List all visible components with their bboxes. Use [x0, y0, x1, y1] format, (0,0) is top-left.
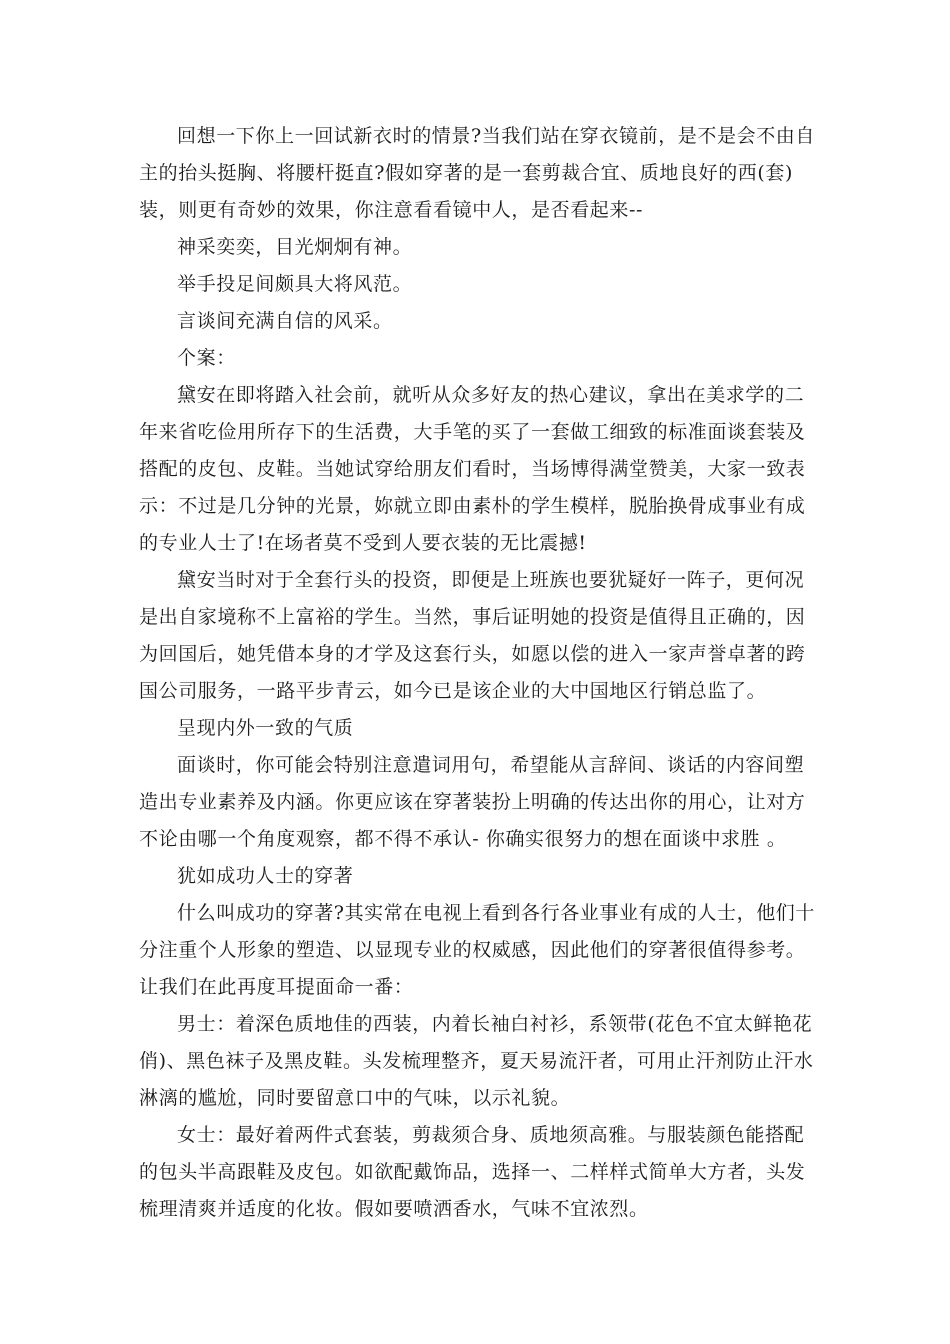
- paragraph-case-2: 黛安当时对于全套行头的投资，即便是上班族也要犹疑好一阵子，更何况是出自家境称不上富裕的学生。当然，事后证明她的投资是值得且正确的，因为回国后，她凭借本身的才学及这套行头，如愿以偿的进入一家声誉卓著的跨国公司服务，一路平步青云，如今已是该企业的大中国地区行销总监了。: [139, 569, 806, 702]
- paragraph-bullet-3: 言谈间充满自信的风采。: [177, 310, 393, 332]
- section-heading-success-attire: 犹如成功人士的穿著: [177, 865, 354, 887]
- paragraph-bullet-2: 举手投足间颇具大将风范。: [177, 273, 413, 295]
- paragraph-men: 男士：着深色质地佳的西装，内着长袖白衬衫，系领带(花色不宜太鲜艳花俏)、黑色袜子及黑皮鞋。头发梳理整齐，夏天易流汗者，可用止汗剂防止汗水淋漓的尴尬，同时要留意口中的气味，以示礼貌。: [139, 1013, 814, 1109]
- section-heading-temperament: 呈现内外一致的气质: [177, 717, 354, 739]
- paragraph-bullet-1: 神采奕奕，目光炯炯有神。: [177, 236, 413, 258]
- paragraph-intro: 回想一下你上一回试新衣时的情景?当我们站在穿衣镜前，是不是会不由自主的抬头挺胸、将腰杆挺直?假如穿著的是一套剪裁合宜、质地良好的西(套)装，则更有奇妙的效果，你注意看看镜中人，是否看起来--: [139, 125, 815, 221]
- paragraph-interview: 面谈时，你可能会特别注意遣词用句，希望能从言辞间、谈话的内容间塑造出专业素养及内涵。你更应该在穿著装扮上明确的传达出你的用心，让对方不论由哪一个角度观察，都不得不承认- 你确实很努力的想在面谈中求胜 。: [139, 754, 806, 850]
- document-body: [139, 118, 819, 1228]
- section-heading-case: 个案：: [177, 347, 236, 369]
- paragraph-case-1: 黛安在即将踏入社会前，就听从众多好友的热心建议，拿出在美求学的二年来省吃俭用所存下的生活费，大手笔的买了一套做工细致的标准面谈套装及搭配的皮包、皮鞋。当她试穿给朋友们看时，当场博得满堂赞美，大家一致表示：不过是几分钟的光景，妳就立即由素朴的学生模样，脱胎换骨成事业有成的专业人士了!在场者莫不受到人要衣装的无比震撼!: [139, 384, 806, 554]
- paragraph-success-attire: 什么叫成功的穿著?其实常在电视上看到各行各业事业有成的人士，他们十分注重个人形象的塑造、以显现专业的权威感，因此他们的穿著很值得参考。让我们在此再度耳提面命一番：: [139, 902, 815, 998]
- paragraph-women: 女士：最好着两件式套装，剪裁须合身、质地须高雅。与服装颜色能搭配的包头半高跟鞋及皮包。如欲配戴饰品，选择一、二样样式简单大方者，头发梳理清爽并适度的化妆。假如要喷洒香水，气味不宜浓烈。: [139, 1124, 806, 1220]
